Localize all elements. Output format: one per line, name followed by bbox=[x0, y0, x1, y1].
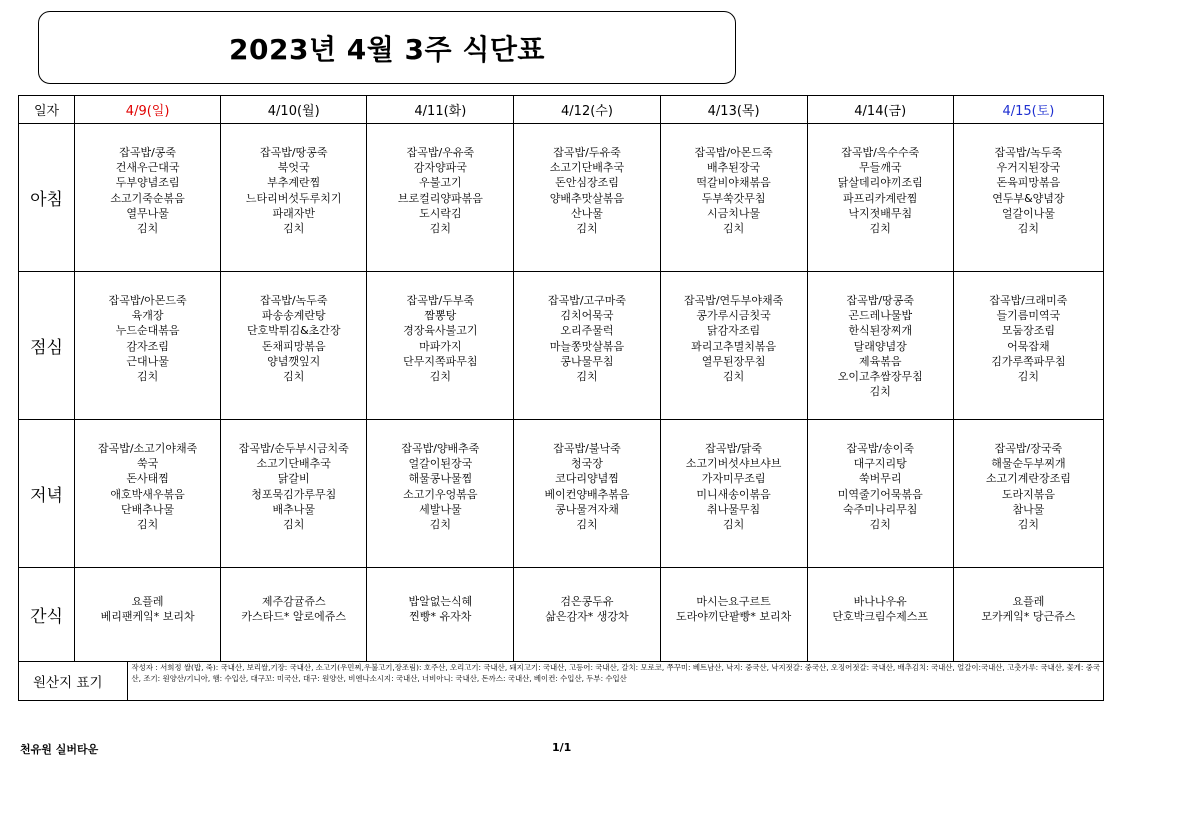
menu-item: 김치 bbox=[429, 222, 451, 236]
menu-item: 콩가루시금칫국 bbox=[696, 309, 771, 323]
breakfast-row bbox=[19, 124, 1104, 272]
snack-cell-sun bbox=[75, 568, 221, 662]
menu-item: 요플레 bbox=[131, 595, 164, 608]
menu-item: 파송송계란탕 bbox=[261, 309, 326, 323]
menu-item: 카스타드* 알로에쥬스 bbox=[241, 610, 347, 624]
dinner-cell-sat bbox=[953, 420, 1103, 568]
menu-item: 한식된장찌개 bbox=[848, 324, 913, 338]
menu-item: 얼갈이된장국 bbox=[408, 457, 473, 471]
menu-item: 잡곡밥/양배추죽 bbox=[401, 442, 480, 455]
menu-item: 잡곡밥/불낙죽 bbox=[553, 442, 621, 455]
menu-item: 양배추맛살볶음 bbox=[549, 191, 625, 205]
menu-item: 찐빵* 유자차 bbox=[409, 610, 472, 624]
snack-row bbox=[19, 568, 1104, 662]
menu-item: 브로컬리양파볶음 bbox=[397, 191, 483, 205]
dinner-cell-tue bbox=[367, 420, 514, 568]
menu-item: 해물순두부찌개 bbox=[991, 457, 1066, 471]
day-header-wed: 4/12(수) bbox=[514, 96, 660, 124]
menu-item: 잡곡밥/우유죽 bbox=[406, 146, 475, 159]
menu-item: 우불고기 bbox=[419, 176, 462, 190]
menu-item: 김치 bbox=[722, 518, 745, 532]
menu-item: 두부양념조림 bbox=[115, 176, 180, 190]
menu-item: 산나물 bbox=[571, 206, 603, 220]
lunch-cell-fri bbox=[807, 272, 953, 420]
menu-item: 바나나우유 bbox=[853, 595, 907, 608]
menu-item: 육개장 bbox=[131, 309, 164, 323]
menu-item: 잡곡밥/옥수수죽 bbox=[841, 146, 920, 159]
day-header-tue: 4/11(화) bbox=[367, 96, 514, 124]
menu-item: 떡갈비야채볶음 bbox=[696, 176, 771, 190]
menu-item: 베리팬케잌* 보리차 bbox=[100, 610, 195, 624]
menu-item: 쑥버무리 bbox=[858, 472, 902, 486]
menu-item: 김치 bbox=[869, 222, 891, 236]
menu-item: 곤드레나물밥 bbox=[848, 309, 913, 323]
lunch-row bbox=[19, 272, 1104, 420]
menu-item: 도시락김 bbox=[419, 206, 462, 220]
menu-item: 단배추나물 bbox=[121, 502, 175, 516]
menu-item: 배추나물 bbox=[272, 502, 315, 516]
menu-item: 잡곡밥/크래미죽 bbox=[989, 294, 1068, 307]
menu-item: 잡곡밥/땅콩죽 bbox=[846, 294, 914, 307]
menu-item: 김치 bbox=[722, 222, 745, 236]
lunch-cell-tue bbox=[367, 272, 514, 420]
menu-item: 돈사태찜 bbox=[126, 472, 169, 486]
menu-item: 근대나물 bbox=[126, 354, 169, 368]
menu-item: 김치 bbox=[576, 222, 598, 236]
lunch-cell-thu bbox=[660, 272, 807, 420]
menu-item: 마늘쫑맛살볶음 bbox=[549, 339, 625, 353]
menu-item: 마파가지 bbox=[419, 339, 462, 353]
menu-item: 김치 bbox=[1017, 222, 1040, 236]
menu-item: 시금치나물 bbox=[707, 206, 761, 220]
menu-item: 잡곡밥/아몬드죽 bbox=[694, 146, 773, 159]
lunch-cell-sat bbox=[953, 272, 1103, 420]
menu-item: 김가루쪽파무침 bbox=[991, 354, 1066, 368]
menu-item: 참나물 bbox=[1012, 502, 1045, 516]
day-header-mon: 4/10(월) bbox=[221, 96, 367, 124]
menu-item: 검은콩두유 bbox=[560, 595, 614, 608]
menu-item: 돈안심장조림 bbox=[555, 176, 619, 190]
menu-item: 김치 bbox=[136, 518, 159, 532]
breakfast-cell-fri bbox=[807, 124, 953, 272]
menu-item: 돈육피망볶음 bbox=[996, 176, 1061, 190]
menu-item: 무들깨국 bbox=[858, 161, 902, 175]
day-header-sun: 4/9(일) bbox=[75, 96, 221, 124]
menu-item: 김치 bbox=[429, 518, 451, 532]
menu-item: 김치 bbox=[869, 385, 891, 399]
menu-item: 감자양파국 bbox=[413, 161, 467, 175]
dinner-cell-sun bbox=[75, 420, 221, 568]
menu-item: 김치 bbox=[136, 370, 159, 384]
breakfast-cell-sat bbox=[953, 124, 1103, 272]
menu-item: 잡곡밥/송이죽 bbox=[846, 442, 914, 455]
menu-item: 모카케잌* 당근쥬스 bbox=[981, 610, 1076, 624]
menu-item: 소고기계란장조림 bbox=[985, 472, 1071, 486]
origin-divider bbox=[127, 662, 128, 700]
breakfast-cell-mon bbox=[221, 124, 367, 272]
menu-item: 열무나물 bbox=[126, 206, 169, 220]
dinner-row bbox=[19, 420, 1104, 568]
day-header-fri: 4/14(금) bbox=[807, 96, 953, 124]
menu-item: 느타리버섯두루치기 bbox=[245, 191, 342, 205]
dinner-cell-fri bbox=[807, 420, 953, 568]
menu-item: 김치 bbox=[283, 370, 305, 384]
menu-item: 숙주미나리무침 bbox=[843, 502, 918, 516]
origin-row bbox=[19, 662, 1104, 701]
menu-item: 김치 bbox=[136, 222, 159, 236]
menu-item: 쑥국 bbox=[136, 457, 159, 471]
menu-item: 도라지볶음 bbox=[1001, 487, 1055, 501]
menu-item: 김치 bbox=[576, 370, 598, 384]
menu-item: 김치 bbox=[1017, 370, 1040, 384]
menu-item: 잡곡밥/땅콩죽 bbox=[260, 146, 328, 159]
snack-label: 간식 bbox=[19, 568, 75, 662]
menu-item: 연두부&양념장 bbox=[992, 191, 1065, 205]
menu-item: 오리주물럭 bbox=[560, 324, 614, 338]
menu-item: 잡곡밥/콩죽 bbox=[119, 146, 177, 159]
menu-item: 소고기단배추국 bbox=[549, 161, 625, 175]
menu-item: 콩나물겨자채 bbox=[555, 502, 619, 516]
snack-cell-fri bbox=[807, 568, 953, 662]
menu-item: 대구지리탕 bbox=[853, 457, 907, 471]
menu-item: 파프리카계란찜 bbox=[843, 191, 918, 205]
menu-item: 마시는요구르트 bbox=[696, 595, 771, 608]
meal-plan-table bbox=[18, 95, 1104, 701]
menu-item: 잡곡밥/두부죽 bbox=[406, 294, 475, 307]
menu-item: 파래자반 bbox=[272, 206, 315, 220]
menu-item: 청포묵김가루무침 bbox=[251, 487, 337, 501]
menu-item: 어묵잡채 bbox=[1007, 339, 1050, 353]
menu-item: 돈채피망볶음 bbox=[261, 339, 326, 353]
menu-item: 청국장 bbox=[571, 457, 603, 471]
menu-item: 잡곡밥/두유죽 bbox=[553, 146, 621, 159]
menu-item: 도라야끼단팥빵* 보리차 bbox=[675, 610, 792, 624]
menu-item: 잡곡밥/소고기야채죽 bbox=[97, 442, 198, 455]
header-row bbox=[19, 96, 1104, 124]
menu-item: 제주감귤쥬스 bbox=[261, 595, 326, 608]
menu-item: 두부쑥갓무침 bbox=[701, 191, 766, 205]
menu-item: 닭갈비 bbox=[277, 472, 310, 486]
menu-item: 콩나물무침 bbox=[560, 354, 614, 368]
menu-item: 북엇국 bbox=[277, 161, 310, 175]
menu-item: 삶은감자* 생강차 bbox=[545, 610, 629, 624]
menu-item: 낙지젓배무침 bbox=[848, 206, 913, 220]
menu-item: 김치 bbox=[869, 518, 891, 532]
page-number: 1/1 bbox=[552, 741, 572, 754]
menu-item: 김치 bbox=[283, 222, 305, 236]
menu-item: 요플레 bbox=[1012, 595, 1045, 608]
menu-item: 건새우근대국 bbox=[115, 161, 180, 175]
date-column-header: 일자 bbox=[19, 96, 75, 124]
menu-item: 김치 bbox=[1017, 518, 1040, 532]
menu-item: 잡곡밥/고구마죽 bbox=[547, 294, 627, 307]
menu-item: 김치 bbox=[283, 518, 305, 532]
menu-item: 김치어묵국 bbox=[560, 309, 614, 323]
menu-item: 닭살데리야끼조림 bbox=[837, 176, 923, 190]
day-header-sat: 4/15(토) bbox=[953, 96, 1103, 124]
menu-item: 꽈리고추멸치볶음 bbox=[691, 339, 777, 353]
menu-item: 닭감자조림 bbox=[707, 324, 761, 338]
menu-item: 잡곡밥/녹두죽 bbox=[260, 294, 328, 307]
menu-item: 부추계란찜 bbox=[267, 176, 321, 190]
snack-cell-mon bbox=[221, 568, 367, 662]
breakfast-cell-tue bbox=[367, 124, 514, 272]
menu-item: 세발나물 bbox=[419, 502, 462, 516]
menu-item: 잡곡밥/녹두죽 bbox=[994, 146, 1063, 159]
lunch-label: 점심 bbox=[19, 272, 75, 420]
menu-item: 잡곡밥/연두부야채죽 bbox=[683, 294, 784, 307]
menu-item: 단호박크림수제스프 bbox=[832, 610, 929, 624]
menu-item: 미니새송이볶음 bbox=[696, 487, 771, 501]
menu-item: 소고기죽순볶음 bbox=[110, 191, 185, 205]
breakfast-label: 아침 bbox=[19, 124, 75, 272]
menu-item: 단무지쪽파무침 bbox=[403, 354, 478, 368]
menu-item: 단호박튀김&초간장 bbox=[246, 324, 341, 338]
lunch-cell-sun bbox=[75, 272, 221, 420]
origin-label: 원산지 표기 bbox=[19, 662, 75, 701]
breakfast-cell-wed bbox=[514, 124, 660, 272]
dinner-cell-thu bbox=[660, 420, 807, 568]
lunch-cell-mon bbox=[221, 272, 367, 420]
menu-item: 해물콩나물찜 bbox=[408, 472, 473, 486]
breakfast-cell-thu bbox=[660, 124, 807, 272]
menu-item: 잡곡밥/닭죽 bbox=[705, 442, 763, 455]
lunch-cell-wed bbox=[514, 272, 660, 420]
dinner-cell-mon bbox=[221, 420, 367, 568]
menu-item: 미역줄기어묵볶음 bbox=[837, 487, 923, 501]
menu-item: 경장육사불고기 bbox=[403, 324, 478, 338]
menu-item: 들기름미역국 bbox=[996, 309, 1061, 323]
title-box bbox=[38, 11, 736, 84]
menu-item: 김치 bbox=[429, 370, 451, 384]
dinner-cell-wed bbox=[514, 420, 660, 568]
menu-item: 소고기단배추국 bbox=[256, 457, 331, 471]
menu-item: 소고기우엉볶음 bbox=[403, 487, 478, 501]
facility-name: 천유원 실버타운 bbox=[20, 743, 99, 756]
menu-item: 오이고추쌈장무침 bbox=[837, 370, 923, 384]
menu-item: 소고기버섯샤브샤브 bbox=[685, 457, 782, 471]
menu-item: 모둠장조림 bbox=[1001, 324, 1055, 338]
page-title: 2023년 4월 3주 식단표 bbox=[229, 32, 545, 66]
menu-item: 달래양념장 bbox=[853, 339, 907, 353]
origin-text: 작성자 : 서희정 쌀(밥, 죽): 국내산, 보리쌀,기장: 국내산, 소고기(우민찌,우불고기,장조림): 호주산, 오리고기: 국내산, 돼지고기: 국내산, 고등어: 국내산, 갈치: 모로코, 쭈꾸미: 베트남산, 낙지: 중국산, 낙지젓갈: 중국산, 오징어젓갈: 국내산, 배추김치: 국내산, 얼갈이:국내산, 고춧가루: 국내산, 꽃게: 중국산, 조기: 원양산/기니아, 햄: 수입산, 대구꼬: 미국산, 대구: 원양산, 비엔나소시지: 국내산, 너비아니: 국내산, 돈까스: 국내산, 베이컨: 수입산, 두부: 수입산 bbox=[75, 662, 1104, 701]
menu-item: 김치 bbox=[576, 518, 598, 532]
menu-item: 배추된장국 bbox=[707, 161, 761, 175]
menu-item: 짬뽕탕 bbox=[424, 309, 457, 323]
menu-item: 제육볶음 bbox=[858, 354, 902, 368]
menu-item: 김치 bbox=[722, 370, 745, 384]
menu-item: 취나물무침 bbox=[707, 502, 761, 516]
snack-cell-wed bbox=[514, 568, 660, 662]
snack-cell-sat bbox=[953, 568, 1103, 662]
menu-item: 얼갈이나물 bbox=[1001, 206, 1055, 220]
menu-item: 잡곡밥/장국죽 bbox=[994, 442, 1063, 455]
menu-item: 가자미무조림 bbox=[701, 472, 766, 486]
day-header-thu: 4/13(목) bbox=[660, 96, 807, 124]
menu-item: 우거지된장국 bbox=[996, 161, 1061, 175]
menu-item: 코다리양념찜 bbox=[555, 472, 619, 486]
snack-cell-tue bbox=[367, 568, 514, 662]
menu-item: 감자조림 bbox=[126, 339, 169, 353]
menu-item: 열무된장무침 bbox=[701, 354, 766, 368]
menu-item: 잡곡밥/순두부시금치죽 bbox=[238, 442, 349, 455]
snack-cell-thu bbox=[660, 568, 807, 662]
breakfast-cell-sun bbox=[75, 124, 221, 272]
menu-item: 베이컨양배추볶음 bbox=[544, 487, 630, 501]
menu-item: 애호박새우볶음 bbox=[110, 487, 185, 501]
menu-item: 잡곡밥/아몬드죽 bbox=[108, 294, 187, 307]
menu-item: 누드순대볶음 bbox=[115, 324, 180, 338]
dinner-label: 저녁 bbox=[19, 420, 75, 568]
menu-item: 밥알없는식혜 bbox=[408, 595, 473, 608]
menu-item: 양념깻잎지 bbox=[267, 354, 321, 368]
